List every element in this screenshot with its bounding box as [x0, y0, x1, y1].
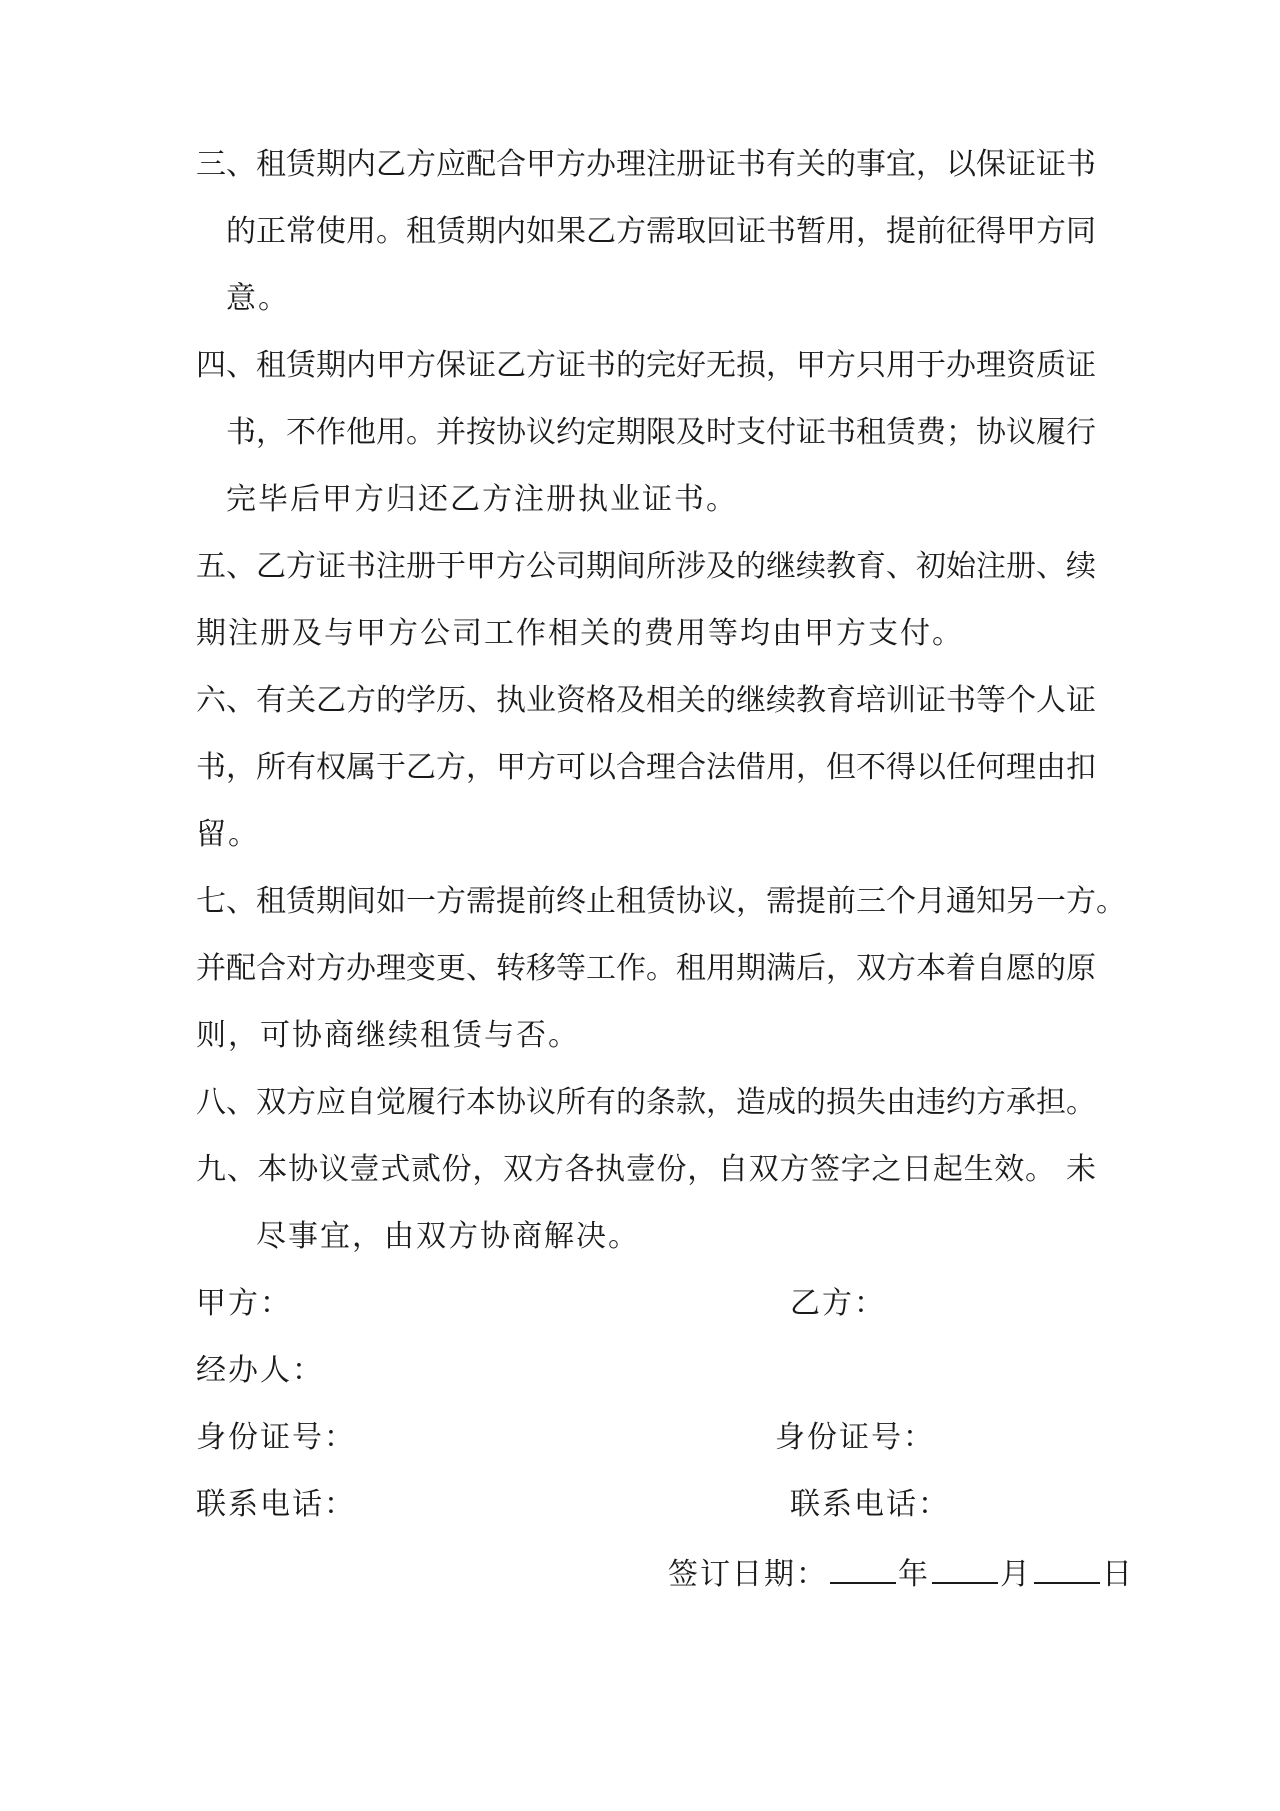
clause-5-line-1: 五 、 乙 方 证 书 注 册 于 甲 方 公 司 期 间 所 涉 及 的 继 续 教 育 、 初 始 注 册 、 续	[196, 549, 1096, 584]
agent-label: 经办人：	[196, 1353, 324, 1388]
clause-7-line-3: 则，可协商继续租赁与否。	[196, 1018, 580, 1053]
clause-3-line-2: 的 正 常 使 用 。 租 赁 期 内 如 果 乙 方 需 取 回 证 书 暂 用 ， 提 前 征 得 甲 方 同	[226, 214, 1096, 249]
day-blank	[1034, 1552, 1100, 1584]
year-label: 年	[898, 1557, 930, 1592]
phone-b-label: 联系电话：	[790, 1487, 950, 1522]
clause-3-line-1: 三 、 租 赁 期 内 乙 方 应 配 合 甲 方 办 理 注 册 证 书 有 关 的 事 宜 ， 以 保 证 证 书	[196, 147, 1096, 182]
signing-date-label: 签订日期：	[668, 1557, 828, 1592]
clause-4-line-3: 完毕后甲方归还乙方注册执业证书。	[226, 482, 738, 517]
clause-3-line-3: 意。	[226, 281, 290, 316]
clause-6-line-3: 留。	[196, 817, 260, 852]
month-label: 月	[1000, 1557, 1032, 1592]
clause-6-line-2: 书 ， 所 有 权 属 于 乙 方 ， 甲 方 可 以 合 理 合 法 借 用 ， 但 不 得 以 任 何 理 由 扣	[196, 750, 1096, 785]
month-blank	[932, 1552, 998, 1584]
clause-9-line-1: 九 、 本 协 议 壹 式 贰 份 ， 双 方 各 执 壹 份 ， 自 双 方 签 字 之 日 起 生 效 。 未	[196, 1152, 1096, 1187]
clause-7-line-2: 并 配 合 对 方 办 理 变 更 、 转 移 等 工 作 。 租 用 期 满 后 ， 双 方 本 着 自 愿 的 原	[196, 951, 1096, 986]
signing-date-line	[668, 1552, 1134, 1595]
id-number-a-label: 身份证号：	[196, 1420, 356, 1455]
clause-6-line-1: 六 、 有 关 乙 方 的 学 历 、 执 业 资 格 及 相 关 的 继 续 教 育 培 训 证 书 等 个 人 证	[196, 683, 1096, 718]
year-blank	[830, 1552, 896, 1584]
party-a-label: 甲方：	[196, 1286, 292, 1321]
id-number-b-label: 身份证号：	[775, 1420, 935, 1455]
clause-5-line-2: 期注册及与甲方公司工作相关的费用等均由甲方支付。	[196, 616, 964, 651]
clause-7-line-1: 七 、 租 赁 期 间 如 一 方 需 提 前 终 止 租 赁 协 议 ， 需 提 前 三 个 月 通 知 另 一 方 。	[196, 884, 1126, 919]
clause-8-line-1: 八 、 双 方 应 自 觉 履 行 本 协 议 所 有 的 条 款 ， 造 成 的 损 失 由 违 约 方 承 担 。	[196, 1085, 1096, 1120]
day-label: 日	[1102, 1557, 1134, 1592]
party-b-label: 乙方：	[790, 1286, 886, 1321]
clause-9-line-2: 尽事宜，由双方协商解决。	[256, 1219, 640, 1254]
phone-a-label: 联系电话：	[196, 1487, 356, 1522]
clause-4-line-1: 四 、 租 赁 期 内 甲 方 保 证 乙 方 证 书 的 完 好 无 损 ， 甲 方 只 用 于 办 理 资 质 证	[196, 348, 1096, 383]
clause-4-line-2: 书 ， 不 作 他 用 。 并 按 协 议 约 定 期 限 及 时 支 付 证 书 租 赁 费 ； 协 议 履 行	[226, 415, 1096, 450]
